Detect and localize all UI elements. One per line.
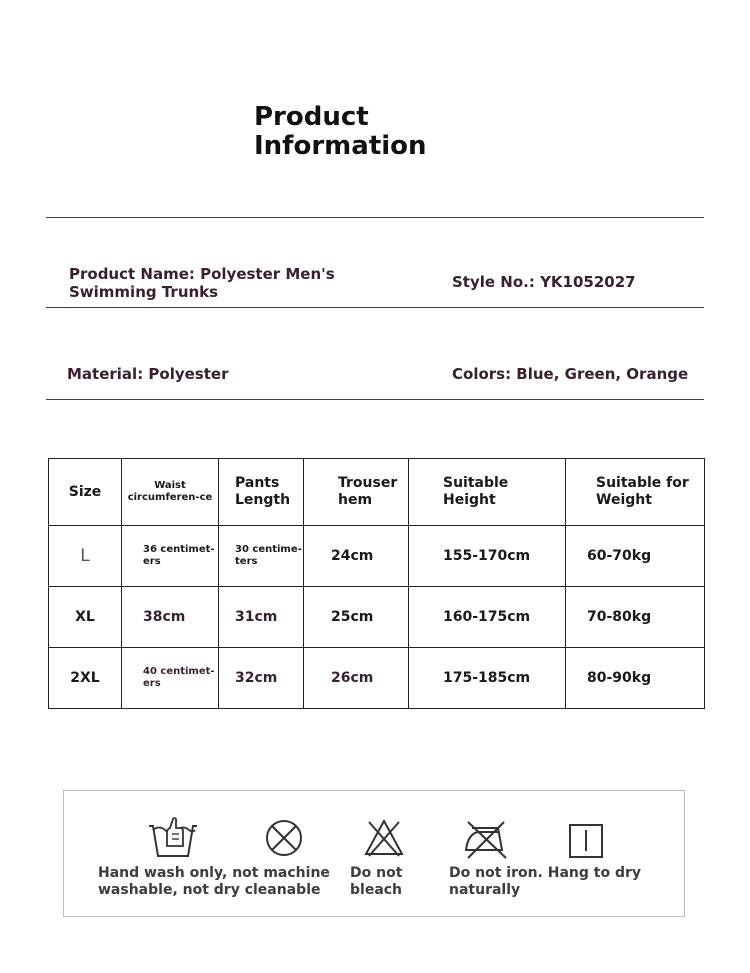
header-size: Size: [49, 459, 122, 526]
weight-cell: 80-90kg: [566, 648, 705, 709]
care-instructions-panel: [63, 790, 685, 917]
size-cell: 2XL: [49, 648, 122, 709]
waist-cell: 40 centimet-ers: [122, 648, 219, 709]
material: Material: Polyester: [67, 365, 229, 383]
no-bleach-icon: [363, 818, 405, 858]
hang-dry-icon: [568, 823, 604, 859]
table-row: [49, 526, 705, 587]
table-header-row: [49, 459, 705, 526]
divider: [46, 399, 704, 400]
header-suitable-weight: Suitable for Weight: [566, 459, 705, 526]
page-title: Product Information: [254, 102, 427, 161]
no-iron-icon: [462, 820, 510, 860]
height-cell: 175-185cm: [409, 648, 566, 709]
hand-wash-icon: [146, 816, 200, 860]
header-pants-length: Pants Length: [219, 459, 304, 526]
style-number: Style No.: YK1052027: [452, 273, 636, 291]
weight-cell: 60-70kg: [566, 526, 705, 587]
header-waist: Waist circumferen-ce: [122, 459, 219, 526]
waist-cell: 36 centimet-ers: [122, 526, 219, 587]
weight-cell: 70-80kg: [566, 587, 705, 648]
hem-cell: 26cm: [304, 648, 409, 709]
hem-cell: 25cm: [304, 587, 409, 648]
header-suitable-height: Suitable Height: [409, 459, 566, 526]
table-row: [49, 648, 705, 709]
length-cell: 32cm: [219, 648, 304, 709]
divider: [46, 217, 704, 218]
product-name: Product Name: Polyester Men's Swimming Trunks: [69, 265, 335, 301]
care-text-no-bleach: Do not bleach: [350, 865, 403, 898]
hem-cell: 24cm: [304, 526, 409, 587]
table-row: [49, 587, 705, 648]
no-machine-wash-icon: [264, 818, 304, 858]
waist-cell: 38cm: [122, 587, 219, 648]
length-cell: 30 centime-ters: [219, 526, 304, 587]
height-cell: 160-175cm: [409, 587, 566, 648]
length-cell: 31cm: [219, 587, 304, 648]
header-trouser-hem: Trouser hem: [304, 459, 409, 526]
size-cell: XL: [49, 587, 122, 648]
care-text-hand-wash: Hand wash only, not machine washable, not dry cleanable: [98, 865, 330, 898]
size-cell: L: [49, 526, 122, 587]
care-text-no-iron: Do not iron. Hang to dry naturally: [449, 865, 642, 898]
size-chart-table: [48, 458, 705, 709]
divider: [46, 307, 704, 308]
colors: Colors: Blue, Green, Orange: [452, 365, 689, 383]
height-cell: 155-170cm: [409, 526, 566, 587]
